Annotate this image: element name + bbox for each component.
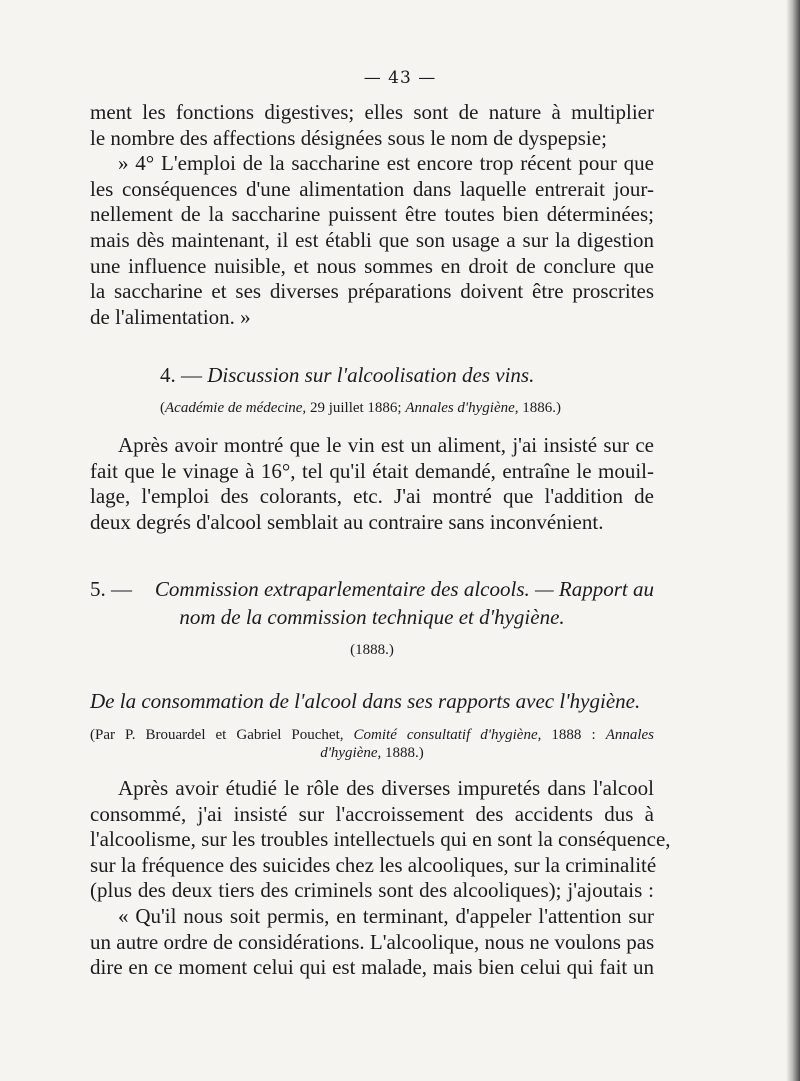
text-line: lage, l'emploi des colorants, etc. J'ai montré que l'addition de [90, 484, 654, 509]
text-line: Après avoir montré que le vin est un aliment, j'ai insisté sur ce [118, 433, 654, 457]
section-4-title: Discussion sur l'alcoolisation des vins. [207, 363, 535, 387]
text-line: une influence nuisible, et nous sommes en droit de conclure que [90, 253, 654, 278]
section-5-heading [90, 576, 654, 630]
section-5-title-line-2: nom de la commission technique et d'hygiène. [179, 605, 565, 629]
subsection-byline-end [90, 743, 654, 763]
paragraph-vinage [90, 433, 654, 535]
section-4-source: (Académie de médecine, 29 juillet 1886; Annales d'hygiène, 1886.) [160, 400, 562, 416]
section-4-number: 4. — [160, 363, 202, 387]
byline-year: 1888 : [551, 727, 596, 743]
text-line: la saccharine et ses diverses préparations doivent être proscrites [90, 279, 654, 304]
text-line: consommé, j'ai insisté sur l'accroissement des accidents dus à [90, 801, 654, 826]
text-line: Après avoir étudié le rôle des diverses impuretés dans l'alcool [118, 776, 654, 800]
text-line: » 4° L'emploi de la saccharine est encore trop récent pour que [118, 151, 654, 176]
page-edge-shadow [786, 0, 800, 1081]
byline-end-year: 1888.) [385, 745, 424, 761]
text-line: deux degrés d'alcool semblait au contraire sans inconvénient. [90, 509, 604, 534]
source-academie: Académie de médecine, [165, 400, 307, 416]
subsection-byline [90, 725, 654, 745]
text-line: fait que le vinage à 16°, tel qu'il était demandé, entraîne le mouil- [90, 458, 654, 483]
text-line: un autre ordre de considérations. L'alcoolique, nous ne voulons pas [90, 929, 655, 954]
section-4-heading [160, 362, 534, 388]
byline-authors: (Par P. Brouardel et Gabriel Pouchet, [90, 727, 344, 743]
section-5-number: 5. — [90, 577, 132, 601]
page-number: — 43 — [363, 68, 437, 88]
text-line: le nombre des affections désignées sous le nom de dyspepsie; [90, 125, 607, 150]
source-annales: Annales d'hygiène, [405, 400, 519, 416]
section-5-date: (1888.) [350, 642, 394, 658]
text-line: mais dès maintenant, il est établi que son usage a sur la digestion [90, 227, 654, 252]
text-line: les conséquences d'une alimentation dans laquelle entrerait jour- [90, 176, 654, 201]
byline-comite: Comité consultatif d'hygiène, [353, 727, 542, 743]
text-line: sur la fréquence des suicides chez les alcooliques, sur la criminalité [90, 852, 657, 877]
section-5-title-line-1: Commission extraparlementaire des alcools. — Rapport au [154, 577, 654, 601]
paragraph-saccharine [90, 100, 654, 330]
text-line: l'alcoolisme, sur les troubles intellectuels qui en sont la conséquence, [90, 827, 671, 852]
source-date: 29 juillet 1886; [309, 400, 402, 416]
subsection-heading: De la consommation de l'alcool dans ses rapports avec l'hygiène. [90, 689, 641, 713]
text-line: nellement de la saccharine puissent être toutes bien déterminées; [90, 202, 654, 227]
text-line: ment les fonctions digestives; elles sont de nature à multiplier [90, 100, 654, 124]
text-line: (plus des deux tiers des criminels sont des alcooliques); j'ajoutais : [90, 878, 654, 903]
text-line: dire en ce moment celui qui est malade, mais bien celui qui fait un [90, 955, 654, 980]
text-line: « Qu'il nous soit permis, en terminant, d'appeler l'attention sur [118, 903, 654, 928]
source-year: 1886. [522, 400, 557, 416]
byline-annales: Annales [605, 727, 655, 743]
text-line: de l'alimentation. » [90, 304, 251, 329]
byline-hygiene: d'hygiène, [320, 745, 382, 761]
paragraph-alcoolisme [90, 776, 671, 981]
